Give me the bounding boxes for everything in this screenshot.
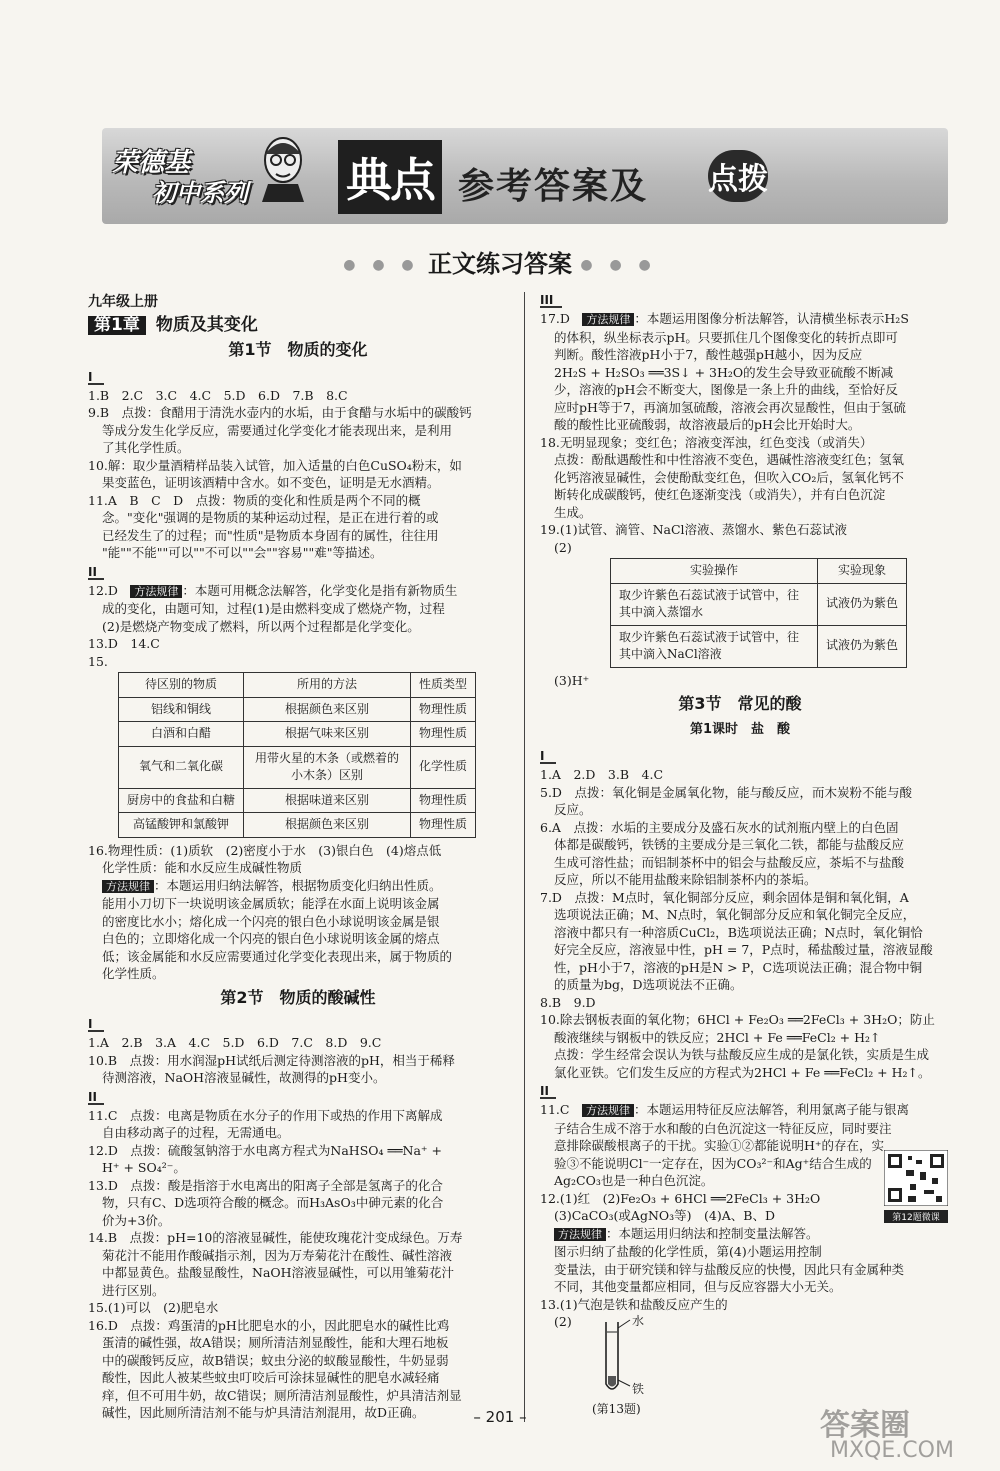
decor-dots-right: ● ● ●	[580, 257, 657, 273]
brand-line-1: 荣德基	[112, 148, 191, 178]
answer-line: 16.物理性质：(1)质软 (2)密度小于水 (3)银白色 (4)熔点低	[88, 842, 442, 858]
answer-line: (2)	[554, 1314, 572, 1329]
answer-line	[88, 582, 508, 601]
banner-title: 参考答案及	[458, 166, 649, 207]
answer-line: Ag₂CO₃也是一种白色沉淀。	[554, 1173, 714, 1188]
answer-line: 等成分发生化学反应，需要通过化学变化才能表现出来，是利用	[102, 422, 453, 438]
answer-line: (2)是燃烧产物变成了燃料，所以两个过程都是化学变化。	[102, 618, 420, 634]
experiment-table	[610, 558, 907, 668]
table-header-row	[611, 559, 907, 584]
answer-line: (2)	[554, 539, 572, 555]
answer-line: 低；该金属能和水反应需要通过化学变化表现出来，属于物质的	[102, 948, 453, 964]
answer-line: 选项说法正确；M、N点时，氧化铜部分反应和氧化铜完全反应，	[554, 907, 916, 922]
answer-line: 不同，其他变量都应相同，但与反应容器大小无关。	[554, 1279, 842, 1294]
answer-line: 好完全反应，溶液显中性，pH = 7，P点时，稀盐酸过量，溶液显酸	[554, 942, 933, 957]
answer-line	[540, 1101, 940, 1120]
answer-line: 的体积，纵坐标表示pH。只要抓住几个图像变化的转折点即可	[554, 329, 898, 345]
answer-line: 点拨：学生经常会误认为铁与盐酸反应生成的是氯化铁，实质是生成	[554, 1047, 930, 1062]
answer-line: 酸的酸性比亚硫酸弱，故溶液最后的pH会比开始时大。	[554, 417, 861, 432]
answer-line: 2H₂S + H₂SO₃ ══3S↓ + 3H₂O的发生会导致亚硫酸不断减	[554, 364, 894, 380]
watermark-url: MXQE.COM	[830, 1438, 954, 1463]
answer-line: 少，溶液的pH会不断变大，图像是一条上升的曲线，至恰好反	[554, 382, 898, 397]
answer-number: 11.C	[540, 1102, 582, 1117]
table-row	[611, 583, 907, 625]
table-header: 待区别的物质	[119, 673, 244, 698]
answer-line: 10.解：取少量酒精样品装入试管，加入适量的白色CuSO₄粉末，如	[88, 457, 462, 473]
answer-line: 16.D 点拨：鸡蛋清的pH比肥皂水的小，因此肥皂水的碱性比鸡	[88, 1317, 450, 1333]
decor-dots-left: ● ● ●	[343, 257, 420, 273]
answer-line: 10.B 点拨：用水润湿pH试纸后测定待测溶液的pH，相当于稀释	[88, 1052, 455, 1068]
answer-line: 自由移动离子的过程，无需通电。	[102, 1125, 290, 1140]
table-cell: 用带火星的木条（或燃着的小木条）区别	[244, 746, 411, 788]
table-header: 所用的方法	[244, 673, 411, 698]
banner-badge: 点拨	[708, 150, 768, 202]
answer-line: 进行区别。	[102, 1282, 165, 1298]
answer-line: 11.A B C D 点拨：物质的变化和性质是两个不同的概	[88, 492, 421, 508]
answer-line: 19.(1)试管、滴管、NaCl溶液、蒸馏水、紫色石蕊试液	[540, 522, 848, 537]
table-cell: 物理性质	[411, 788, 476, 813]
brand-logo	[112, 148, 262, 212]
answer-line: 物，只有C、D选项符合酸的概念。而H₃AsO₃中砷元素的化合	[102, 1195, 444, 1210]
table-header: 实验现象	[818, 559, 907, 584]
answer-line	[540, 1225, 940, 1244]
level-2-marker: II	[540, 1085, 556, 1099]
answer-line: 13.D 点拨：酸是指溶于水电离出的阳离子全部是氢离子的化合	[88, 1177, 443, 1193]
answer-line: 8.B 9.D	[540, 994, 596, 1010]
answer-line: 7.D 点拨：M点时，氧化铜部分反应，剩余固体是铜和氧化铜，A	[540, 889, 909, 905]
table-cell: 根据颜色来区别	[244, 813, 411, 838]
answer-line: "能""不能""可以""不可以""会""容易""难"等描述。	[102, 545, 383, 560]
column-divider	[524, 292, 525, 1422]
method-tag: 方法规律	[554, 1228, 606, 1241]
answer-line: 判断。酸性溶液pH小于7，酸性越强pH越小，因为反应	[554, 347, 863, 362]
table-cell: 试液仍为紫色	[818, 625, 907, 667]
answer-line: 变量法，由于研究镁和锌与盐酸反应的快慢，因此只有金属种类	[554, 1261, 905, 1277]
answer-line: 子结合生成不溶于水和酸的白色沉淀这一特征反应，同时要注	[554, 1120, 892, 1136]
answer-line: 待测溶液，NaOH溶液显碱性，故测得的pH变小。	[102, 1070, 386, 1085]
answer-line: 的密度比水小；熔化成一个闪亮的银白色小球说明该金属是银	[102, 913, 440, 929]
answer-line: 15.(1)可以 (2)肥皂水	[88, 1300, 219, 1315]
answer-line: 1.B 2.C 3.C 4.C 5.D 6.D 7.B 8.C	[88, 387, 348, 403]
answer-line: 碱性，因此厕所清洁剂不能与炉具清洁剂混用，故D正确。	[102, 1405, 425, 1420]
level-1-marker: I	[88, 1018, 104, 1032]
answer-line: 11.C 点拨：电离是物质在水分子的作用下或热的作用下离解成	[88, 1107, 443, 1123]
answer-line: 中都显黄色。盐酸显酸性，NaOH溶液显碱性，可以用雏菊花汁	[102, 1265, 455, 1280]
answer-line: 化钙溶液显碱性，会使酚酞变红色，但吹入CO₂后，氢氧化钙不	[554, 469, 904, 485]
section-1-heading: 第1节 物质的变化	[228, 340, 368, 359]
method-tag: 方法规律	[130, 585, 182, 598]
answer-line: (3)H⁺	[554, 672, 590, 688]
answer-line: 12.D 点拨：硫酸氢钠溶于水电离方程式为NaHSO₄ ══Na⁺ +	[88, 1142, 442, 1158]
table-cell: 高锰酸钾和氯酸钾	[119, 813, 244, 838]
table-cell: 白酒和白醋	[119, 722, 244, 747]
answer-line: 1.A 2.B 3.A 4.C 5.D 6.D 7.C 8.D 9.C	[88, 1035, 382, 1050]
watermark: 答案圈	[820, 1408, 910, 1443]
answer-line: 酸液继续与钢板中的铁反应；2HCl + Fe ══FeCl₂ + H₂↑	[554, 1029, 881, 1045]
left-column	[88, 290, 508, 1422]
table-cell: 化学性质	[411, 746, 476, 788]
answer-line: 18.无明显现象；变红色；溶液变浑浊，红色变浅（或消失）	[540, 434, 873, 450]
table-cell: 根据味道来区别	[244, 788, 411, 813]
section-2-heading: 第2节 物质的酸碱性	[220, 987, 376, 1007]
answer-text: ：本题运用归纳法和控制变量法解答。	[606, 1225, 819, 1241]
table-cell: 取少许紫色石蕊试液于试管中，往其中滴入蒸馏水	[611, 583, 818, 625]
answer-text: ：本题运用归纳法解答，根据物质变化归纳出性质。	[154, 877, 442, 893]
answer-line: 中的碳酸钙反应，故B错误；蚊虫分泌的蚁酸显酸性，牛奶显弱	[102, 1352, 449, 1368]
table-cell: 铝线和铜线	[119, 697, 244, 722]
method-tag: 方法规律	[582, 313, 634, 326]
table-header: 实验操作	[611, 559, 818, 584]
table-cell: 根据气味来区别	[244, 722, 411, 747]
table-cell: 氧气和二氧化碳	[119, 746, 244, 788]
answer-line: 6.A 点拨：水垢的主要成分及盛石灰水的试剂瓶内壁上的白色固	[540, 819, 899, 835]
answer-line: 性，pH小于7，溶液的pH是N > P，C选项说法正确；混合物中铜	[554, 959, 923, 975]
table-cell: 物理性质	[411, 722, 476, 747]
answer-line: 点拨：酚酞遇酸性和中性溶液不变色，遇碱性溶液变红色；氢氧	[554, 452, 905, 467]
tube-label-iron: 铁	[632, 1382, 645, 1396]
answer-number: 12.D	[88, 582, 131, 598]
answer-line: 反应。	[554, 802, 592, 817]
answer-line: 生成。	[554, 504, 592, 520]
qr-caption: 第12题微课	[884, 1210, 948, 1223]
answer-line: 12.(1)红 (2)Fe₂O₃ + 6HCl ══2FeCl₃ + 3H₂O	[540, 1190, 821, 1206]
answer-line: 氯化亚铁。它们发生反应的方程式为2HCl + Fe ══FeCl₂ + H₂↑。	[554, 1064, 931, 1080]
table-row	[119, 746, 476, 788]
answer-line: 白色的；立即熔化成一个闪亮的银白色小球说明该金属的熔点	[102, 931, 440, 946]
page-number: – 201 –	[473, 1408, 527, 1426]
answer-line: 1.A 2.D 3.B 4.C	[540, 767, 664, 782]
answer-line: 了其化学性质。	[102, 440, 190, 455]
chapter-number: 第1章	[88, 316, 146, 336]
table-header: 性质类型	[411, 673, 476, 698]
answer-line: 应时pH等于7，再滴加氢硫酸，溶液会再次显酸性，但由于氢硫	[554, 399, 906, 415]
chapter-name: 物质及其变化	[155, 314, 258, 335]
answer-text: ：本题运用特征反应法解答，利用氯离子能与银离	[633, 1102, 909, 1117]
method-tag: 方法规律	[582, 1104, 634, 1117]
answer-line	[540, 310, 940, 329]
tube-label-water: 水	[632, 1314, 645, 1328]
answer-line: 断转化成碳酸钙，使红色逐渐变浅（或消失），并有白色沉淀	[554, 487, 886, 502]
answer-line: 能用小刀切下一块说明该金属质软；能浮在水面上说明该金属	[102, 896, 440, 911]
table-row	[119, 788, 476, 813]
answer-line: 验③不能说明Cl⁻一定存在，因为CO₃²⁻和Ag⁺结合生成的	[554, 1155, 872, 1171]
table-row	[611, 625, 907, 667]
lesson-1-heading: 第1课时 盐 酸	[689, 721, 791, 737]
answer-line: 化学性质。	[102, 966, 165, 981]
section-3-heading: 第3节 常见的酸	[678, 694, 802, 713]
property-table	[118, 672, 476, 838]
answer-line: 生成可溶性盐；而铝制茶杯中的铝会与盐酸反应，茶垢不与盐酸	[554, 854, 905, 870]
method-tag: 方法规律	[102, 880, 154, 893]
answer-line: 意排除碳酸根离子的干扰。实验①②都能说明H⁺的存在，实	[554, 1138, 884, 1153]
answer-line: 13.D 14.C	[88, 636, 160, 651]
table-cell: 物理性质	[411, 697, 476, 722]
answer-line: 化学性质：能和水反应生成碱性物质	[102, 860, 303, 875]
answer-line	[88, 877, 508, 896]
table-cell: 根据颜色来区别	[244, 697, 411, 722]
answer-line: 反应，所以不能用盐酸来除铝制茶杯内的茶垢。	[554, 872, 817, 887]
header-banner	[102, 128, 948, 224]
table-cell: 试液仍为紫色	[818, 583, 907, 625]
level-1-marker: I	[88, 371, 104, 385]
answer-line: 5.D 点拨：氧化铜是金属氧化物，能与酸反应，而木炭粉不能与酸	[540, 784, 912, 800]
answer-line: 痒，但不可用牛奶，故C错误；厕所清洁剂显酸性，炉具清洁剂显	[102, 1387, 462, 1403]
teacher-portrait-icon	[252, 132, 314, 202]
answer-line: 15.	[88, 653, 108, 669]
table-cell: 取少许紫色石蕊试液于试管中，往其中滴入NaCl溶液	[611, 625, 818, 667]
level-3-marker: III	[540, 294, 562, 308]
test-tube-figure	[592, 1314, 682, 1418]
answer-line: 价为+3价。	[102, 1212, 171, 1228]
answer-line: 体都是碳酸钙，铁锈的主要成分是三氧化二铁，都能与盐酸反应	[554, 837, 905, 852]
table-row	[119, 813, 476, 838]
answer-line: (3)CaCO₃(或AgNO₃等) (4)A、B、D	[554, 1208, 775, 1223]
table-row	[119, 722, 476, 747]
answer-text: ：本题运用图像分析法解答，认清横坐标表示H₂S	[634, 311, 909, 326]
answer-line: 9.B 点拨：食醋用于清洗水壶内的水垢，由于食醋与水垢中的碳酸钙	[88, 405, 472, 420]
figure-caption: (第13题)	[592, 1402, 641, 1416]
answer-line: H⁺ + SO₄²⁻。	[102, 1160, 186, 1175]
answer-line: 蛋清的碱性强，故A错误；厕所清洁剂显酸性，能和大理石地板	[102, 1335, 449, 1350]
dian-logo: 典点	[338, 140, 442, 214]
answer-line: 10.除去钢板表面的氧化物；6HCl + Fe₂O₃ ══2FeCl₃ + 3H₂O；防止	[540, 1012, 935, 1027]
answer-line: 成的变化，由题可知，过程(1)是由燃料变成了燃烧产物，过程	[102, 601, 445, 616]
qr-code-icon	[884, 1150, 948, 1206]
answer-line: 图示归纳了盐酸的化学性质，第(4)小题运用控制	[554, 1244, 822, 1259]
answer-line: 菊花汁不能用作酸碱指示剂，因为万寿菊花汁在酸性、碱性溶液	[102, 1247, 453, 1263]
answer-text: ：本题可用概念法解答，化学变化是指有新物质生	[182, 582, 458, 598]
table-cell: 物理性质	[411, 813, 476, 838]
grade-heading: 九年级上册	[88, 294, 158, 310]
answer-line: 14.B 点拨：pH=10的溶液显碱性，能使玫瑰花汁变成绿色。万寿	[88, 1230, 463, 1245]
chapter-heading	[88, 316, 508, 336]
answer-number: 17.D	[540, 311, 583, 326]
answer-line: 已经发生了的过程；而"性质"是物质本身固有的属性，往往用	[102, 527, 439, 543]
answer-line: 念。"变化"强调的是物质的某种运动过程，是正在进行着的或	[102, 510, 439, 525]
answer-line: 溶液中都只有一种溶质CuCl₂，B选项说法正确；N点时，氧化铜恰	[554, 924, 923, 940]
answer-line: 的质量为bg，D选项说法不正确。	[554, 977, 743, 992]
answer-line: 13.(1)气泡是铁和盐酸反应产生的	[540, 1296, 728, 1312]
level-2-marker: II	[88, 566, 104, 580]
right-column	[540, 290, 940, 1331]
qr-code[interactable]	[884, 1150, 948, 1223]
level-2-marker: II	[88, 1091, 104, 1105]
answer-line: 果变蓝色，证明该酒精中含水。如不变色，证明是无水酒精。	[102, 475, 440, 490]
table-row	[119, 697, 476, 722]
brand-line-2: 初中系列	[152, 179, 248, 207]
section-title	[0, 244, 1000, 279]
answer-line: 酸性，因此人被某些蚊虫叮咬后可涂抹显碱性的肥皂水减轻痛	[102, 1370, 440, 1385]
table-cell: 厨房中的食盐和白糖	[119, 788, 244, 813]
level-1-marker: I	[540, 750, 556, 764]
table-header-row	[119, 673, 476, 698]
section-title-text: 正文练习答案	[428, 250, 572, 278]
